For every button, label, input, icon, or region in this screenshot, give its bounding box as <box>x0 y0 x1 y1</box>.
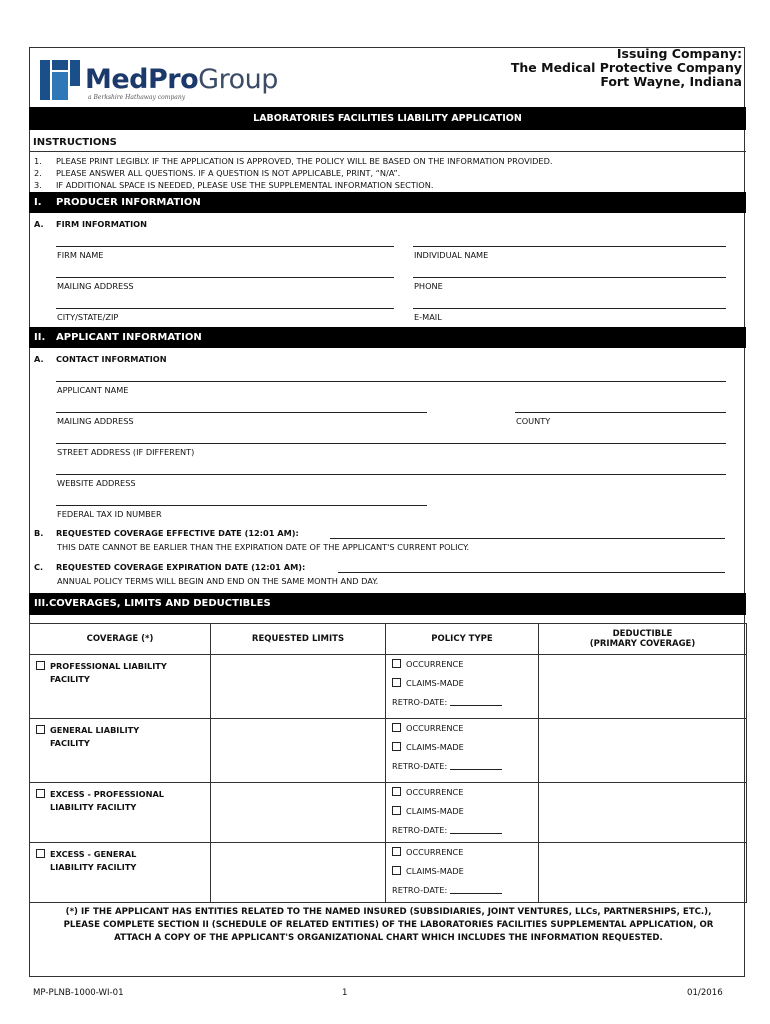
section-2-a <box>34 354 167 364</box>
phone-label: PHONE <box>414 281 443 291</box>
applicant-mailing-address-field[interactable] <box>56 412 427 413</box>
coverage-name-1: GENERAL LIABILITY <box>50 725 140 735</box>
policy-type-cell <box>386 655 539 719</box>
retro-date-label: RETRO-DATE: <box>392 761 448 771</box>
divider <box>29 151 746 152</box>
street-address-label: STREET ADDRESS (IF DIFFERENT) <box>57 447 195 457</box>
section-2-a-title: CONTACT INFORMATION <box>56 354 167 364</box>
instruction-text: IF ADDITIONAL SPACE IS NEEDED, PLEASE USE THE SUPPLEMENTAL INFORMATION SECTION. <box>56 180 434 190</box>
coverage-checkbox[interactable] <box>36 789 45 798</box>
form-id: MP-PLNB-1000-WI-01 <box>33 988 124 998</box>
coverage-footnote <box>36 906 741 945</box>
section-3-num: III. <box>34 598 49 609</box>
form-title: LABORATORIES FACILITIES LIABILITY APPLICATION <box>29 107 746 130</box>
logo-tagline: a Berkshire Hathaway company <box>88 94 186 101</box>
occurrence-option[interactable] <box>386 783 538 802</box>
footnote-line-3: ATTACH A COPY OF THE APPLICANT'S ORGANIZATIONAL CHART WHICH INCLUDES THE INFORMATION REQUESTED. <box>114 933 663 943</box>
section-2-num: II. <box>34 332 46 343</box>
instruction-text: PLEASE ANSWER ALL QUESTIONS. IF A QUESTION IS NOT APPLICABLE, PRINT, “N/A”. <box>56 168 401 178</box>
retro-date-field[interactable] <box>450 825 502 834</box>
occurrence-option[interactable] <box>386 719 538 738</box>
individual-name-field[interactable] <box>413 246 726 247</box>
coverage-cell <box>30 783 211 843</box>
table-row <box>30 783 747 843</box>
occurrence-checkbox[interactable] <box>392 659 401 668</box>
applicant-name-label: APPLICANT NAME <box>57 385 129 395</box>
coverage-name-2: LIABILITY FACILITY <box>50 802 137 812</box>
form-date: 01/2016 <box>687 988 723 998</box>
col-deductible <box>539 624 747 655</box>
coverage-table <box>29 623 747 903</box>
requested-limits-cell[interactable] <box>211 843 386 903</box>
medpro-logo-icon <box>40 60 80 100</box>
deductible-cell[interactable] <box>539 783 747 843</box>
occurrence-checkbox[interactable] <box>392 787 401 796</box>
coverage-name-2: LIABILITY FACILITY <box>50 862 137 872</box>
instruction-text: PLEASE PRINT LEGIBLY. IF THE APPLICATION IS APPROVED, THE POLICY WILL BE BASED ON THE INFORMATION PROVIDED. <box>56 156 553 166</box>
retro-date-option <box>386 757 538 776</box>
section-2-c-title: REQUESTED COVERAGE EXPIRATION DATE (12:01 AM): <box>56 562 306 572</box>
footnote-line-1: (*) IF THE APPLICANT HAS ENTITIES RELATED TO THE NAMED INSURED (SUBSIDIARIES, JOINT VENTURES, LLCs, PARTNERSHIPS, ETC.), <box>65 907 712 917</box>
instruction-item <box>34 179 553 191</box>
applicant-mailing-address-label: MAILING ADDRESS <box>57 416 134 426</box>
instruction-item <box>34 155 553 167</box>
section-3-title: COVERAGES, LIMITS AND DEDUCTIBLES <box>48 598 271 609</box>
requested-limits-cell[interactable] <box>211 783 386 843</box>
instruction-num: 3. <box>34 180 42 190</box>
section-1-num: I. <box>34 197 42 208</box>
effective-date-note: THIS DATE CANNOT BE EARLIER THAN THE EXPIRATION DATE OF THE APPLICANT'S CURRENT POLICY. <box>57 542 470 552</box>
claims-made-checkbox[interactable] <box>392 866 401 875</box>
section-2-c-letter: C. <box>34 562 44 572</box>
producer-mailing-address-field[interactable] <box>56 277 394 278</box>
retro-date-label: RETRO-DATE: <box>392 697 448 707</box>
issuer-line-1: Issuing Company: <box>616 46 742 61</box>
claims-made-label: CLAIMS-MADE <box>406 866 464 876</box>
retro-date-option <box>386 881 538 900</box>
instructions-list <box>34 155 553 191</box>
county-label: COUNTY <box>516 416 551 426</box>
retro-date-field[interactable] <box>450 885 502 894</box>
claims-made-option[interactable] <box>386 674 538 693</box>
coverage-cell <box>30 655 211 719</box>
claims-made-option[interactable] <box>386 862 538 881</box>
instructions-heading: INSTRUCTIONS <box>33 137 117 148</box>
section-2-a-letter: A. <box>34 354 44 364</box>
claims-made-checkbox[interactable] <box>392 678 401 687</box>
col-policy-type: POLICY TYPE <box>386 624 539 655</box>
section-1-title: PRODUCER INFORMATION <box>56 197 201 208</box>
applicant-name-field[interactable] <box>56 381 726 382</box>
policy-type-cell <box>386 719 539 783</box>
expiration-date-field[interactable] <box>338 572 725 573</box>
deductible-cell[interactable] <box>539 843 747 903</box>
coverage-cell <box>30 843 211 903</box>
issuing-company <box>511 47 742 89</box>
requested-limits-cell[interactable] <box>211 719 386 783</box>
section-2-b-title: REQUESTED COVERAGE EFFECTIVE DATE (12:01 AM): <box>56 528 299 538</box>
retro-date-field[interactable] <box>450 761 502 770</box>
retro-date-field[interactable] <box>450 697 502 706</box>
street-address-field[interactable] <box>56 443 726 444</box>
coverage-checkbox[interactable] <box>36 661 45 670</box>
email-field[interactable] <box>413 308 726 309</box>
firm-name-field[interactable] <box>56 246 394 247</box>
coverage-name-1: PROFESSIONAL LIABILITY <box>50 661 167 671</box>
instruction-num: 1. <box>34 156 42 166</box>
city-state-zip-label: CITY/STATE/ZIP <box>57 312 119 322</box>
website-field[interactable] <box>56 474 726 475</box>
occurrence-checkbox[interactable] <box>392 847 401 856</box>
tax-id-label: FEDERAL TAX ID NUMBER <box>57 509 162 519</box>
section-1-a <box>34 219 147 229</box>
col-coverage: COVERAGE (*) <box>30 624 211 655</box>
page-number: 1 <box>342 988 348 998</box>
coverage-table-header <box>30 624 747 655</box>
claims-made-checkbox[interactable] <box>392 742 401 751</box>
effective-date-field[interactable] <box>330 538 725 539</box>
expiration-date-note: ANNUAL POLICY TERMS WILL BEGIN AND END ON THE SAME MONTH AND DAY. <box>57 576 379 586</box>
claims-made-option[interactable] <box>386 802 538 821</box>
logo-wordmark <box>85 64 278 95</box>
requested-limits-cell[interactable] <box>211 655 386 719</box>
retro-date-label: RETRO-DATE: <box>392 885 448 895</box>
coverage-cell <box>30 719 211 783</box>
section-3-header <box>29 593 746 615</box>
issuer-line-3: Fort Wayne, Indiana <box>600 74 742 89</box>
coverage-name-1: EXCESS - PROFESSIONAL <box>50 789 165 799</box>
footnote-line-2: PLEASE COMPLETE SECTION II (SCHEDULE OF RELATED ENTITIES) OF THE LABORATORIES FACILITIES SUPPLEMENTAL APPLICATION, OR <box>63 920 714 930</box>
occurrence-option[interactable] <box>386 655 538 674</box>
retro-date-option <box>386 693 538 712</box>
logo-group: Group <box>198 64 278 95</box>
phone-field[interactable] <box>413 277 726 278</box>
section-1-a-title: FIRM INFORMATION <box>56 219 147 229</box>
expiration-date-label <box>34 562 305 572</box>
table-row <box>30 719 747 783</box>
deductible-cell[interactable] <box>539 655 747 719</box>
retro-date-option <box>386 821 538 840</box>
claims-made-option[interactable] <box>386 738 538 757</box>
coverage-checkbox[interactable] <box>36 725 45 734</box>
col-deductible-line2: (PRIMARY COVERAGE) <box>589 639 696 649</box>
occurrence-label: OCCURRENCE <box>406 847 464 857</box>
individual-name-label: INDIVIDUAL NAME <box>414 250 489 260</box>
claims-made-label: CLAIMS-MADE <box>406 678 464 688</box>
coverage-name-2: FACILITY <box>50 738 90 748</box>
producer-mailing-address-label: MAILING ADDRESS <box>57 281 134 291</box>
occurrence-label: OCCURRENCE <box>406 723 464 733</box>
table-row <box>30 843 747 903</box>
website-label: WEBSITE ADDRESS <box>57 478 136 488</box>
email-label: E-MAIL <box>414 312 442 322</box>
section-2-title: APPLICANT INFORMATION <box>56 332 202 343</box>
table-row <box>30 655 747 719</box>
col-requested-limits: REQUESTED LIMITS <box>211 624 386 655</box>
instruction-item <box>34 167 553 179</box>
tax-id-field[interactable] <box>56 505 427 506</box>
county-field[interactable] <box>515 412 726 413</box>
occurrence-option[interactable] <box>386 843 538 862</box>
section-2-b-letter: B. <box>34 528 44 538</box>
section-1-header <box>29 192 746 213</box>
col-deductible-line1: DEDUCTIBLE <box>612 629 673 639</box>
policy-type-cell <box>386 843 539 903</box>
policy-type-cell <box>386 783 539 843</box>
coverage-name-2: FACILITY <box>50 674 90 684</box>
firm-name-label: FIRM NAME <box>57 250 104 260</box>
city-state-zip-field[interactable] <box>56 308 394 309</box>
retro-date-label: RETRO-DATE: <box>392 825 448 835</box>
claims-made-label: CLAIMS-MADE <box>406 742 464 752</box>
claims-made-checkbox[interactable] <box>392 806 401 815</box>
coverage-name-1: EXCESS - GENERAL <box>50 849 137 859</box>
coverage-checkbox[interactable] <box>36 849 45 858</box>
logo-main: MedPro <box>85 64 199 95</box>
instruction-num: 2. <box>34 168 42 178</box>
occurrence-label: OCCURRENCE <box>406 659 464 669</box>
occurrence-checkbox[interactable] <box>392 723 401 732</box>
occurrence-label: OCCURRENCE <box>406 787 464 797</box>
section-2-header <box>29 327 746 348</box>
effective-date-label <box>34 528 299 538</box>
deductible-cell[interactable] <box>539 719 747 783</box>
claims-made-label: CLAIMS-MADE <box>406 806 464 816</box>
issuer-line-2: The Medical Protective Company <box>510 60 742 75</box>
section-1-a-letter: A. <box>34 219 44 229</box>
